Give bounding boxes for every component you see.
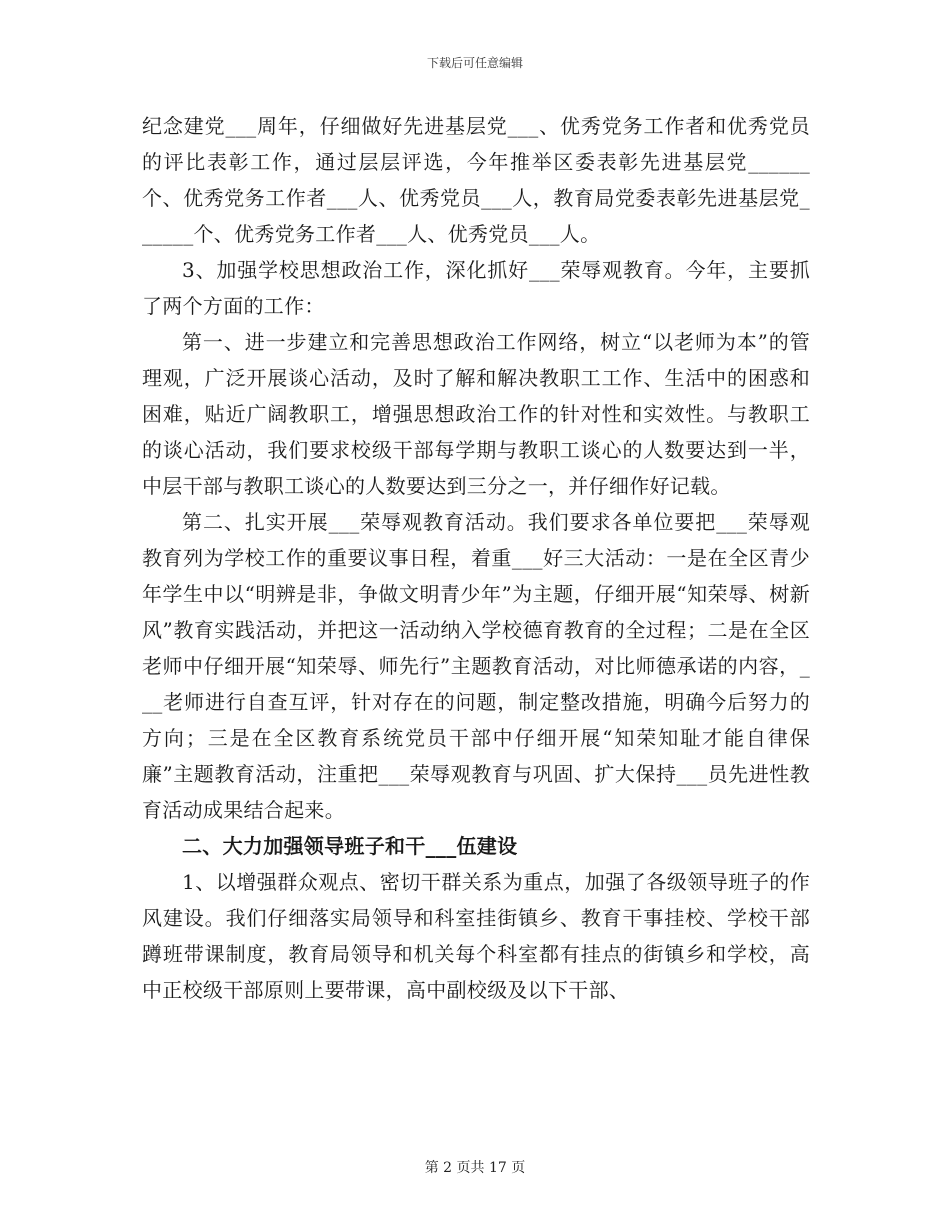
document-body xyxy=(142,108,810,1008)
section-heading: 二、大力加强领导班子和干___伍建设 xyxy=(182,834,518,858)
paragraph-second-point: 第二、扎实开展___荣辱观教育活动。我们要求各单位要把___荣辱观教育列为学校工作的重要议事日程，着重___好三大活动：一是在全区青少年学生中以“明辨是非，争做文明青少年”为主题，仔细开展“知荣辱、树新风”教育实践活动，并把这一活动纳入学校德育教育的全过程；二是在全区老师中仔细开展“知荣辱、师先行”主题教育活动，对比师德承诺的内容，___老师进行自查互评，针对存在的问题，制定整改措施，明确今后努力的方向；三是在全区教育系统党员干部中仔细开展“知荣知耻才能自律保廉”主题教育活动，注重把___荣辱观教育与巩固、扩大保持___员先进性教育活动成果结合起来。 xyxy=(142,510,810,822)
paragraph-commemoration: 纪念建党___周年，仔细做好先进基层党___、优秀党务工作者和优秀党员的评比表彰工作，通过层层评选，今年推举区委表彰先进基层党______个、优秀党务工作者___人、优秀党员___人，教育局党委表彰先进基层党______个、优秀党务工作者___人、优秀党员___人。 xyxy=(142,114,810,246)
paragraph-leadership: 1、以增强群众观点、密切干群关系为重点，加强了各级领导班子的作风建设。我们仔细落实局领导和科室挂街镇乡、教育干事挂校、学校干部蹲班带课制度，教育局领导和机关每个科室都有挂点的街镇乡和学校，高中正校级干部原则上要带课，高中副校级及以下干部、 xyxy=(142,870,810,1002)
page-header: 下载后可任意编辑 xyxy=(426,56,523,70)
paragraph-ideological-work: 3、加强学校思想政治工作，深化抓好___荣辱观教育。今年，主要抓了两个方面的工作： xyxy=(142,258,810,318)
page-footer: 第 2 页共 17 页 xyxy=(424,1160,526,1176)
paragraph-first-point: 第一、进一步建立和完善思想政治工作网络，树立“以老师为本”的管理观，广泛开展谈心活动，及时了解和解决教职工工作、生活中的困惑和困难，贴近广阔教职工，增强思想政治工作的针对性和实效性。与教职工的谈心活动，我们要求校级干部每学期与教职工谈心的人数要达到一半，中层干部与教职工谈心的人数要达到三分之一，并仔细作好记载。 xyxy=(142,330,810,498)
